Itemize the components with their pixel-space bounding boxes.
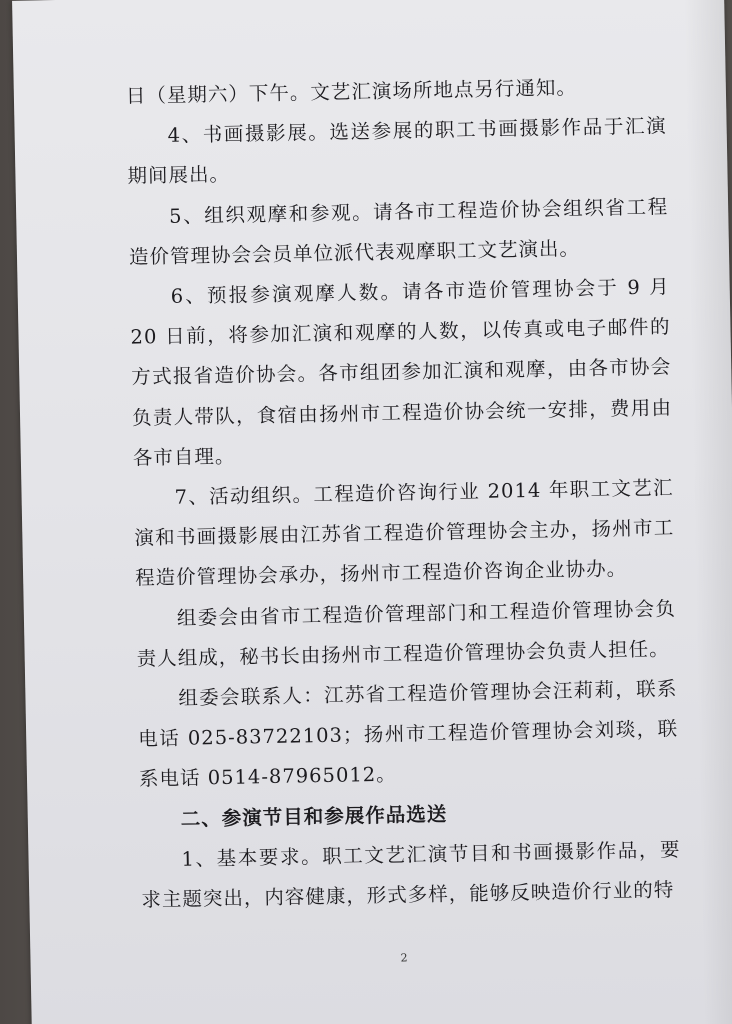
paragraph: 1、基本要求。职工文艺汇演节目和书画摄影作品，要求主题突出，内容健康，形式多样，能够反映造价行业的特 xyxy=(141,838,681,912)
paragraph: 日（星期六）下午。文艺汇演场所地点另行通知。 xyxy=(125,76,578,108)
body-text xyxy=(126,66,682,920)
section-heading: 二、参演节目和参展作品选送 xyxy=(180,802,448,831)
paragraph: 4、书画摄影展。选送参展的职工书画摄影作品于汇演期间展出。 xyxy=(127,114,667,189)
paragraph: 6、预报参演观摩人数。请各市造价管理协会于 9 月 20 日前，将参加汇演和观摩的人数，以传真或电子邮件的方式报省造价协会。各市组团参加汇演和观摩，由各市协会负责人带队，食宿由扬州市工程造价协会统一安排，费用由各市自理。 xyxy=(130,275,673,470)
paragraph: 7、活动组织。工程造价咨询行业 2014 年职工文艺汇演和书画摄影展由江苏省工程造价管理协会主办，扬州市工程造价管理协会承办，扬州市工程造价咨询企业协办。 xyxy=(134,476,675,591)
document-page xyxy=(12,0,732,1024)
paragraph: 组委会联系人：江苏省工程造价管理协会汪莉莉，联系电话 025-83722103；扬州市工程造价管理协会刘琰，联系电话 0514-87965012。 xyxy=(138,677,679,791)
paragraph: 5、组织观摩和参观。请各市工程造价协会组织省工程造价管理协会会员单位派代表观摩职工文艺演出。 xyxy=(128,194,669,269)
paragraph: 组委会由省市工程造价管理部门和工程造价管理协会负责人组成，秘书长由扬州市工程造价管理协会负责人担任。 xyxy=(136,596,677,671)
page-number: 2 xyxy=(400,951,408,965)
